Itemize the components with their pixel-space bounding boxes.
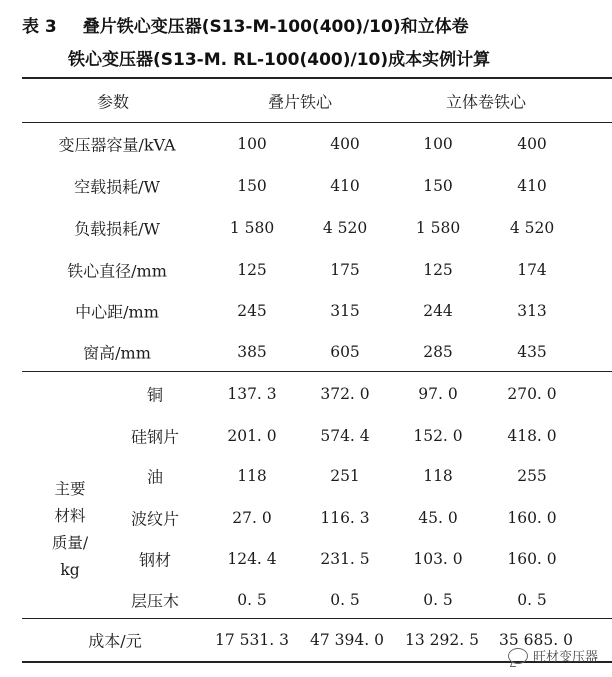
table-cell: 116. 3 — [320, 509, 370, 527]
material-item-label: 铜 — [146, 385, 164, 405]
table-cell: 4 520 — [509, 219, 555, 237]
cost-cell: 13 292. 5 — [405, 631, 479, 649]
table-cell: 270. 0 — [507, 385, 557, 403]
table-cell: 285 — [423, 343, 453, 361]
material-label-line: 质量/ — [51, 534, 89, 552]
table-cell: 400 — [330, 135, 360, 153]
chat-bubble-icon — [508, 648, 528, 664]
material-item-label: 层压木 — [130, 591, 180, 611]
row-label: 窗高/mm — [83, 343, 151, 363]
caption-text-1: 叠片铁心变压器(S13-M-100(400)/10)和立体卷 — [82, 17, 469, 37]
watermark — [508, 646, 598, 665]
table-cell: 0. 5 — [517, 591, 547, 609]
table-cell: 152. 0 — [413, 427, 463, 445]
table-cell: 410 — [517, 177, 547, 195]
table-cell: 160. 0 — [507, 509, 557, 527]
row-label: 中心距/mm — [75, 302, 159, 322]
material-group-label — [52, 476, 88, 584]
material-item-label: 钢材 — [138, 550, 172, 570]
table-cell: 125 — [423, 261, 453, 279]
table-cell: 1 580 — [415, 219, 461, 237]
material-label-line: 主要 — [54, 480, 86, 498]
table-cell: 150 — [237, 177, 267, 195]
table-cell: 118 — [237, 467, 267, 485]
material-item-label: 波纹片 — [130, 509, 180, 529]
cost-cell: 47 394. 0 — [310, 631, 384, 649]
table-cell: 313 — [517, 302, 547, 320]
table-cell: 574. 4 — [320, 427, 370, 445]
table-cell: 0. 5 — [237, 591, 267, 609]
table-cell: 251 — [330, 467, 360, 485]
table-cell: 418. 0 — [507, 427, 557, 445]
material-label-line: kg — [60, 561, 80, 579]
table-cell: 201. 0 — [227, 427, 277, 445]
cost-cell: 35 685. 0 — [499, 631, 573, 649]
row-label: 空载损耗/W — [74, 177, 160, 197]
table-cell: 100 — [237, 135, 267, 153]
table-cell: 4 520 — [322, 219, 368, 237]
table-cell: 150 — [423, 177, 453, 195]
table-cell: 174 — [517, 261, 547, 279]
header-rule — [22, 122, 612, 123]
table-cell: 435 — [517, 343, 547, 361]
table-caption-line2: 铁心变压器(S13-M. RL-100(400)/10)成本实例计算 — [68, 50, 491, 70]
table-cell: 1 580 — [229, 219, 275, 237]
table-cell: 124. 4 — [227, 550, 277, 568]
table-cell: 137. 3 — [227, 385, 277, 403]
row-label: 负载损耗/W — [74, 219, 160, 239]
table-cell: 315 — [330, 302, 360, 320]
cost-cell: 17 531. 3 — [215, 631, 289, 649]
table-cell: 175 — [330, 261, 360, 279]
table-cell: 410 — [330, 177, 360, 195]
table-cell: 605 — [330, 343, 360, 361]
watermark-text: 旺材变压器 — [532, 650, 598, 665]
material-label-line: 材料 — [54, 507, 86, 525]
table-cell: 125 — [237, 261, 267, 279]
cost-rule — [22, 618, 612, 619]
row-label: 铁心直径/mm — [67, 261, 167, 281]
table-cell: 0. 5 — [423, 591, 453, 609]
row-label: 变压器容量/kVA — [58, 135, 176, 155]
table-cell: 100 — [423, 135, 453, 153]
table-number: 表 3 — [22, 17, 57, 37]
table-cell: 103. 0 — [413, 550, 463, 568]
table-cell: 400 — [517, 135, 547, 153]
table-cell: 245 — [237, 302, 267, 320]
section-rule — [22, 371, 612, 372]
top-rule — [22, 77, 612, 79]
table-cell: 372. 0 — [320, 385, 370, 403]
table-cell: 118 — [423, 467, 453, 485]
material-item-label: 油 — [146, 467, 164, 487]
table-caption-line1 — [22, 12, 612, 37]
table-cell: 97. 0 — [418, 385, 458, 403]
material-item-label: 硅钢片 — [130, 427, 180, 447]
cost-label: 成本/元 — [88, 631, 142, 651]
table-cell: 255 — [517, 467, 547, 485]
table-cell: 385 — [237, 343, 267, 361]
header-wound-core: 立体卷铁心 — [445, 92, 527, 112]
header-laminated-core: 叠片铁心 — [267, 92, 333, 112]
table-cell: 27. 0 — [232, 509, 272, 527]
table-cell: 244 — [423, 302, 453, 320]
table-cell: 0. 5 — [330, 591, 360, 609]
table-cell: 45. 0 — [418, 509, 458, 527]
header-param: 参数 — [96, 92, 130, 112]
table-cell: 160. 0 — [507, 550, 557, 568]
table-cell: 231. 5 — [320, 550, 370, 568]
